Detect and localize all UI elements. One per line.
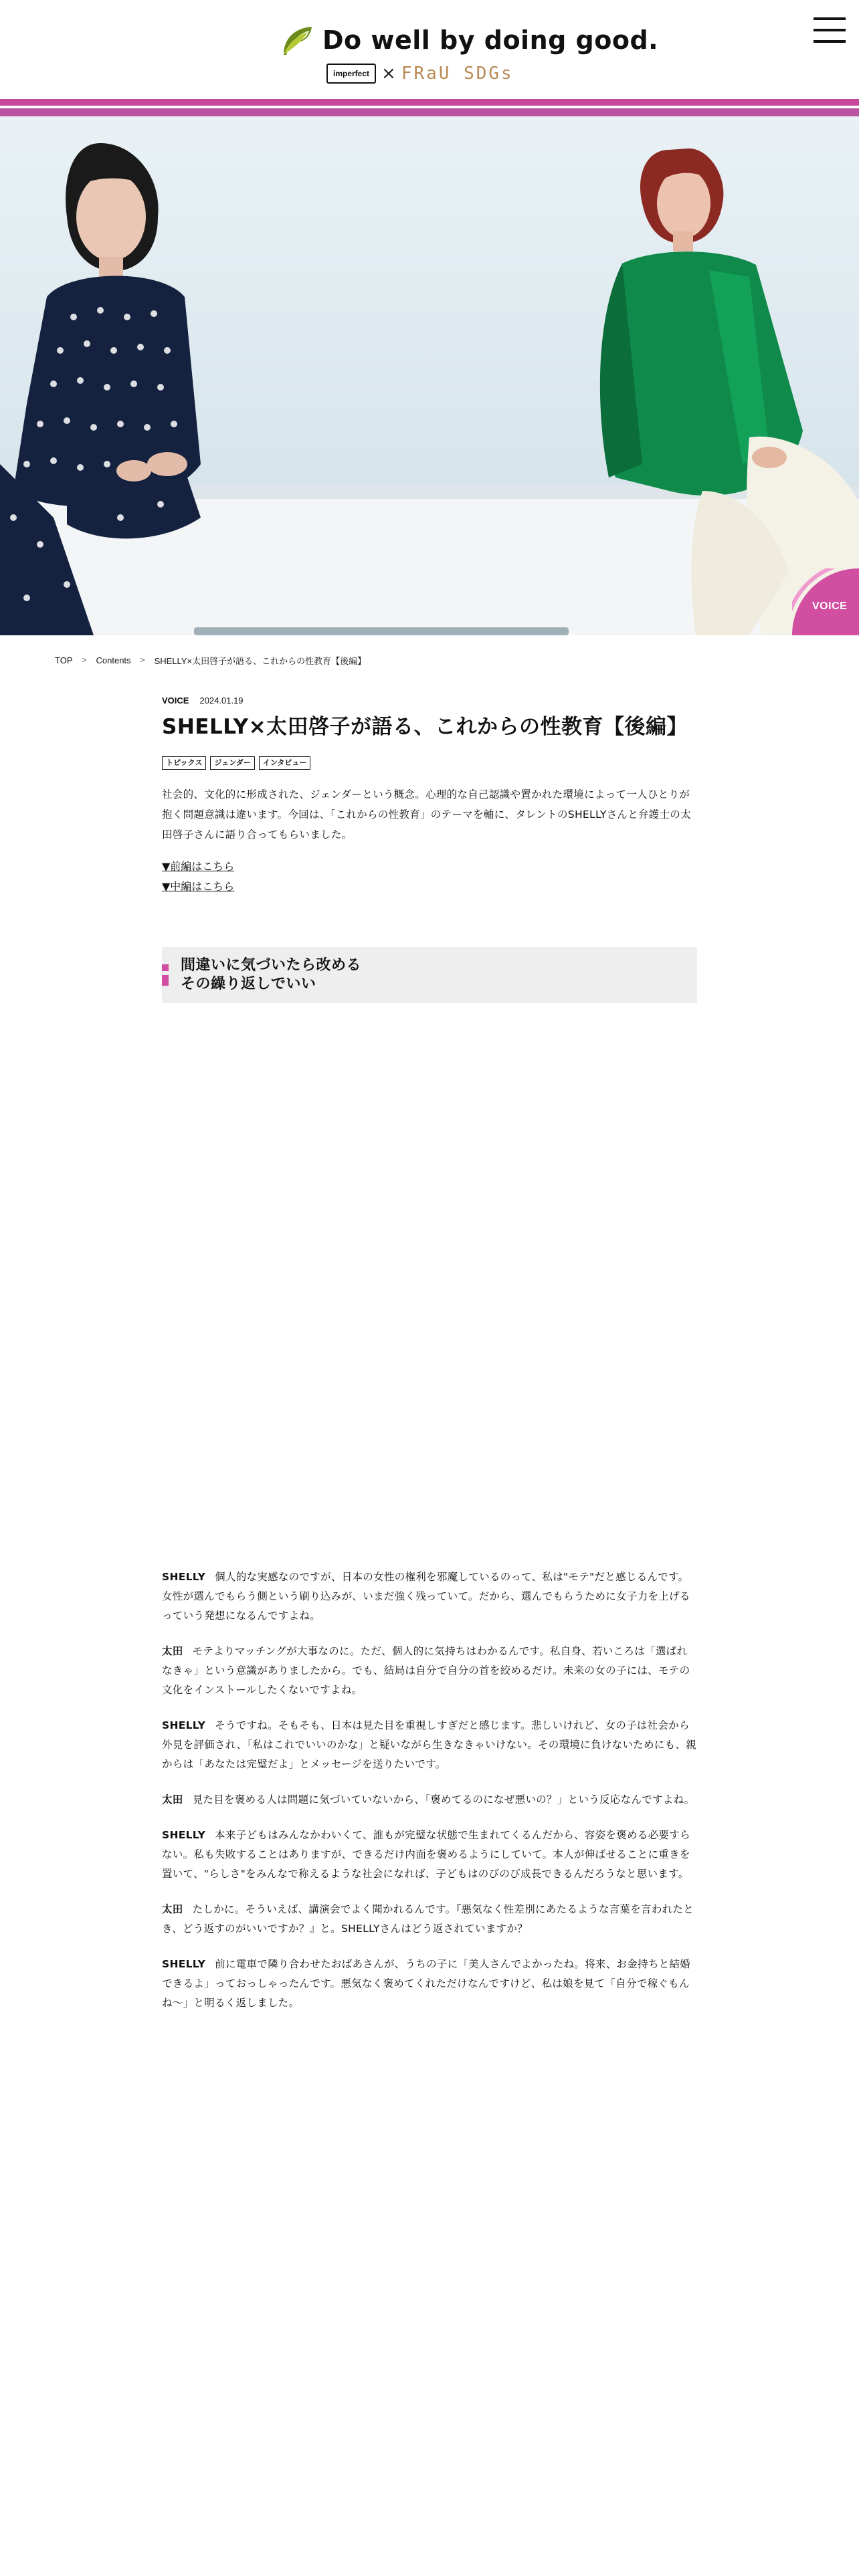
- breadcrumb-top[interactable]: TOP: [55, 655, 73, 665]
- breadcrumb-current: SHELLY×太田啓子が語る、これからの性教育【後編】: [154, 655, 367, 666]
- article-meta: [162, 695, 697, 706]
- section-heading-line: その繰り返しでいい: [181, 976, 316, 992]
- breadcrumb-separator: >: [82, 655, 87, 665]
- dialogue-paragraph: [162, 1716, 697, 1774]
- article-lead: 社会的、文化的に形成された、ジェンダーという概念。心理的な自己認識や置かれた環境によって一人ひとりが抱く問題意識は違います。今回は、「これからの性教育」のテーマを軸に、タレントのSHELLYさんと弁護士の太田啓子さんに語り合ってもらいました。: [162, 788, 691, 841]
- leaf-logo-icon: [281, 24, 313, 56]
- tag-interview[interactable]: インタビュー: [259, 756, 311, 770]
- heading-accent-mark: [162, 964, 169, 971]
- menu-line: [814, 40, 846, 43]
- hamburger-menu-icon[interactable]: [814, 17, 846, 44]
- tag-list: [162, 756, 697, 770]
- imperfect-logo: imperfect: [326, 64, 376, 84]
- dialogue-text: モテよりマッチングが大事なのに。ただ、個人的に気持ちはわかるんです。私自身、若いころは「選ばれなきゃ」という意識がありましたから。でも、結局は自分で自分の首を絞めるだけ。未来の女の子には、モテの文化をインストールしたくないですよね。: [162, 1645, 690, 1696]
- speaker-name: 太田: [162, 1645, 183, 1657]
- logo-text: Do well by doing good.: [322, 25, 659, 55]
- breadcrumb-contents[interactable]: Contents: [96, 655, 131, 665]
- section-heading-text: [181, 956, 361, 994]
- dialogue-paragraph: [162, 1790, 697, 1810]
- section-heading-line: 間違いに気づいたら改める: [181, 957, 362, 974]
- menu-line: [814, 17, 846, 20]
- breadcrumb: [55, 653, 366, 667]
- speaker-name: SHELLY: [162, 1719, 206, 1731]
- voice-badge-label: VOICE: [812, 601, 848, 612]
- dialogue-text: 見た目を褒める人は問題に気づいていないから、「褒めてるのになぜ悪いの？」という反応なんですよね。: [192, 1794, 695, 1806]
- section-heading: [162, 947, 697, 1003]
- dialogue-text: 前に電車で隣り合わせたおばあさんが、うちの子に「美人さんでよかったね。将来、お金持ちと結婚できるよ」っておっしゃったんです。悪気なく褒めてくれただけなんですけど、私は娘を見て「自分で稼ぐもんね〜」と明るく返しました。: [162, 1958, 691, 2009]
- dialogue-paragraph: [162, 1955, 697, 2013]
- frau-sdgs-logo: FRaU SDGs: [401, 64, 514, 84]
- article-body: [162, 1568, 697, 2029]
- dialogue-text: そうですね。そもそも、日本は見た目を重視しすぎだと感じます。悲しいけれど、女の子は社会から外見を評価され、「私はこれでいいのかな」と疑いながら生きなきゃいけない。その環境に負けないためにも、親からは「あなたは完璧だよ」とメッセージを送りたいです。: [162, 1719, 696, 1770]
- dialogue-text: たしかに。そういえば、講演会でよく聞かれるんです。『悪気なく性差別にあたるような言葉を言われたとき、どう返すのがいいですか？』と。SHELLYさんはどう返されていますか？: [162, 1903, 694, 1935]
- article-header: [162, 695, 697, 897]
- dialogue-paragraph: [162, 1826, 697, 1884]
- voice-category-badge[interactable]: [792, 568, 859, 635]
- dialogue-paragraph: [162, 1642, 697, 1700]
- hero-photo: [0, 116, 859, 635]
- series-links: [162, 857, 697, 897]
- link-part-2[interactable]: ▼中編はこちら: [162, 880, 235, 893]
- site-header: [0, 0, 859, 99]
- collab-cross: ×: [381, 64, 396, 84]
- tag-gender[interactable]: ジェンダー: [210, 756, 254, 770]
- speaker-name: 太田: [162, 1903, 183, 1915]
- speaker-name: 太田: [162, 1794, 183, 1806]
- article-category[interactable]: VOICE: [162, 695, 189, 706]
- speaker-name: SHELLY: [162, 1571, 206, 1583]
- heading-accent-mark: [162, 975, 169, 986]
- article-date: 2024.01.19: [199, 695, 244, 706]
- hero-illustration: [0, 116, 859, 635]
- dialogue-text: 本来子どもはみんなかわいくて、誰もが完璧な状態で生まれてくるんだから、容姿を褒める必要すらない。私も失敗することはありますが、できるだけ内面を褒めるようにしていて。本人が伸ばせることに重きを置いて、"らしさ"をみんなで称えるような社会になれば、子どもはのびのび成長できるんだろうなと思います。: [162, 1829, 690, 1880]
- menu-line: [814, 29, 846, 31]
- dialogue-paragraph: [162, 1568, 697, 1626]
- link-part-1[interactable]: ▼前編はこちら: [162, 860, 235, 873]
- dialogue-paragraph: [162, 1900, 697, 1939]
- tag-topics[interactable]: トピックス: [162, 756, 206, 770]
- dialogue-text: 個人的な実感なのですが、日本の女性の権利を邪魔しているのって、私は"モテ"だと感じるんです。女性が選んでもらう側という刷り込みが、いまだ強く残っていて。だから、選んでもらうために女子力を上げるっていう発想になるんですよね。: [162, 1571, 690, 1622]
- site-logo[interactable]: [281, 20, 658, 60]
- header-stripe: [0, 99, 859, 116]
- collab-logo: [326, 62, 514, 86]
- article-title: SHELLY×太田啓子が語る、これからの性教育【後編】: [162, 715, 688, 739]
- breadcrumb-separator: >: [140, 655, 145, 665]
- speaker-name: SHELLY: [162, 1829, 206, 1841]
- speaker-name: SHELLY: [162, 1958, 206, 1970]
